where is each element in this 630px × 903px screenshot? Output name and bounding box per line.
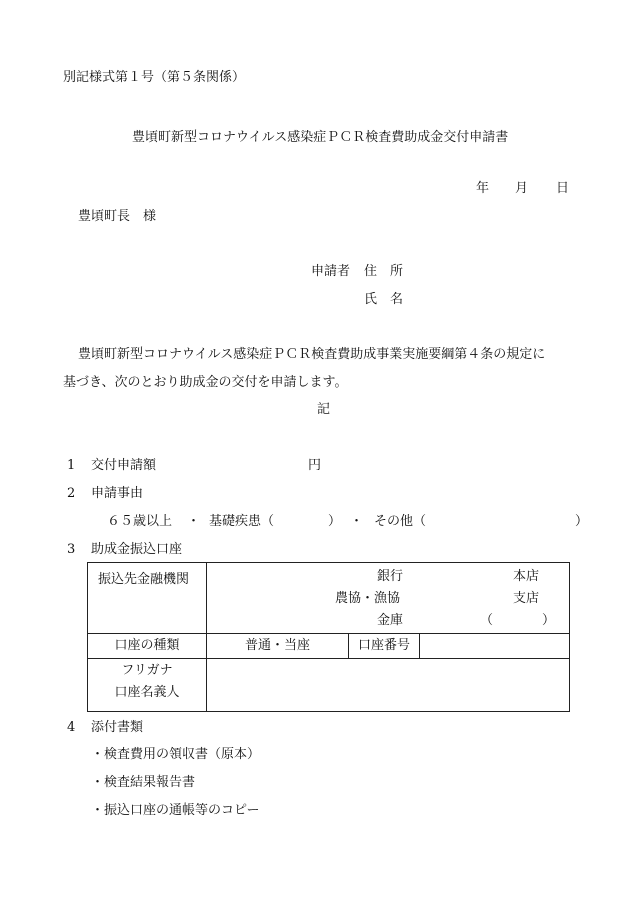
institution-label-cell xyxy=(88,563,207,634)
date-year: 年 xyxy=(476,181,490,196)
item1-unit: 円 xyxy=(308,458,322,473)
shiten-label: 支店 xyxy=(513,591,540,606)
item3-label: 助成金振込口座 xyxy=(91,542,183,557)
bank-account-table xyxy=(87,562,570,712)
institution-value-cell[interactable] xyxy=(207,563,570,634)
document-title: 豊頃町新型コロナウイルス感染症ＰＣＲ検査費助成金交付申請書 xyxy=(132,130,509,145)
account-type-value-cell[interactable] xyxy=(207,634,349,659)
holder-name-field[interactable] xyxy=(207,659,570,712)
reason-option-65: ６５歳以上 xyxy=(107,514,173,529)
reason-option-other: その他（ xyxy=(374,514,427,529)
holder-label: 口座名義人 xyxy=(114,685,180,700)
branch-paren-open: （ xyxy=(480,613,494,628)
furigana-label: フリガナ xyxy=(121,663,173,678)
ki-heading: 記 xyxy=(317,402,331,417)
item3-number: 3 xyxy=(67,542,76,557)
holder-label-cell xyxy=(88,659,207,712)
kinko-label: 金庫 xyxy=(377,613,404,628)
branch-paren-close: ） xyxy=(542,613,556,628)
account-number-label-cell xyxy=(349,634,420,659)
honten-label: 本店 xyxy=(513,569,540,584)
item2-label: 申請事由 xyxy=(91,486,144,501)
applicant-address-label: 住 所 xyxy=(364,264,404,279)
form-reference: 別記様式第１号（第５条関係） xyxy=(63,70,246,85)
item1-number: 1 xyxy=(67,458,76,473)
account-type-label-cell xyxy=(88,634,207,659)
reason-option-disease: 基礎疾患（ xyxy=(209,514,275,529)
reason-separator: ・ xyxy=(187,514,201,529)
applicant-label: 申請者 xyxy=(311,264,351,279)
account-number-field[interactable] xyxy=(420,634,570,659)
date-month: 月 xyxy=(515,181,529,196)
item2-number: 2 xyxy=(67,486,76,501)
reason-separator: ・ xyxy=(350,514,364,529)
institution-label: 振込先金融機関 xyxy=(98,572,190,587)
nokyo-label: 農協・漁協 xyxy=(335,591,401,606)
applicant-name-label: 氏 名 xyxy=(364,292,404,307)
body-text-line2: 基づき、次のとおり助成金の交付を申請します。 xyxy=(63,375,348,390)
item1-label: 交付申請額 xyxy=(91,458,157,473)
item4-label: 添付書類 xyxy=(91,720,144,735)
attachment-item: ・振込口座の通帳等のコピー xyxy=(91,803,260,818)
item4-number: 4 xyxy=(67,720,76,735)
account-type-label: 口座の種類 xyxy=(114,638,180,653)
body-text-line1: 豊頃町新型コロナウイルス感染症ＰＣＲ検査費助成事業実施要綱第４条の規定に xyxy=(78,347,546,362)
account-type-value: 普通・当座 xyxy=(244,638,310,653)
addressee: 豊頃町長 様 xyxy=(78,209,157,224)
reason-disease-close: ） xyxy=(328,514,342,529)
date-day: 日 xyxy=(556,181,570,196)
account-number-label: 口座番号 xyxy=(357,638,410,653)
attachment-item: ・検査費用の領収書（原本） xyxy=(91,747,261,762)
attachment-item: ・検査結果報告書 xyxy=(91,775,196,790)
bank-label: 銀行 xyxy=(377,569,404,584)
reason-other-close: ） xyxy=(575,514,589,529)
